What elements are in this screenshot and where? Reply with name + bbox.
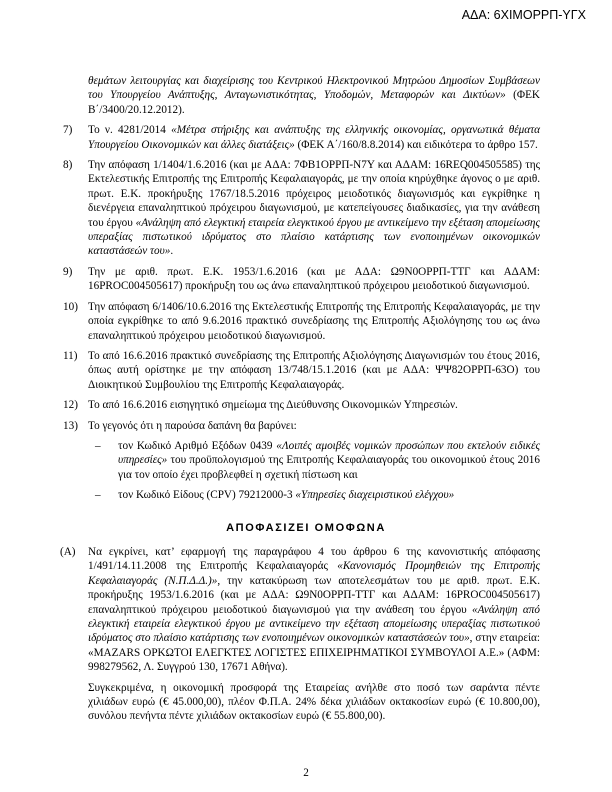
item-number: 10): [63, 300, 78, 313]
bullet-text: του προϋπολογισμού της Επιτροπής Κεφαλαιαγοράς του οικονομικού έτους 2016 για τον οποίο έχει προβλεφθεί η σχετική πίστωση και: [118, 454, 540, 481]
item-number: 7): [63, 124, 73, 137]
decision-text: Να εγκρίνει, κατ’ εφαρμογή της παραγράφου 4 του άρθρου 6 της κανονιστικής απόφασης 1/491/14.11.2008 της Επιτροπής Κεφαλαιαγοράς: [88, 545, 540, 573]
bullet-dash: –: [95, 439, 101, 452]
item-number: 12): [63, 399, 78, 412]
item-text: Την απόφαση 1/1404/1.6.2016 (και με ΑΔΑ: 7ΦΒ1ΟΡΡΠ-Ν7Υ και ΑΔΑΜ: 16REQ004505585) της Εκτελεστικής Επιτροπής της Επιτροπής Κεφαλαιαγοράς, με την οποία κηρύχθηκε άγονος ο με αριθ. πρωτ. Ε.Κ. προκήρυξης 1767/18.5.2016 πρόχειρος μειοδοτικός διαγωνισμός και εγκρίθηκε η διενέργεια επαναληπτικού πρόχειρου διαγωνισμού, με κατεπείγουσες διαδικασίες, για την ανάθεση του έργου: [88, 159, 540, 229]
decision-quote: «Ανάληψη από ελεγκτική εταιρεία ελεγκτικού έργου με αντικείμενο την εξέταση απομείωσης υπεραξίας πιστωτικού ιδρύματος στο πλαίσιο κατάρτισης των ενοποιημένων οικονομικών καταστάσεών του»: [88, 603, 540, 645]
item-text: Το γεγονός ότι η παρούσα δαπάνη θα βαρύνει:: [88, 419, 297, 432]
continued-paragraph: [88, 74, 540, 117]
item-quote: «Ανάληψη από ελεγκτική εταιρεία ελεγκτικού έργου με αντικείμενο την εξέταση απομείωσης υπεραξίας πιστωτικού ιδρύματος στο πλαίσιο κατάρτισης των ενοποιημένων οικονομικών καταστάσεών του»: [88, 216, 540, 258]
decision-heading: ΑΠΟΦΑΣΙΖΕΙ ΟΜΟΦΩΝΑ: [226, 521, 386, 534]
consideration-10: [63, 300, 540, 343]
consideration-11: [63, 349, 540, 392]
item-number: 11): [63, 349, 78, 362]
continued-quote: θεμάτων λειτουργίας και διαχείρισης του Κεντρικού Ηλεκτρονικού Μητρώου Δημοσίων Συμβάσεων του Υπουργείου Ανάπτυξης, Ανταγωνιστικότητας, Υποδομών, Μεταφορών και Δικτύων»: [88, 75, 540, 102]
decision-label: (Α): [60, 545, 76, 558]
amount-paragraph: Συγκεκριμένα, η οικονομική προσφορά της Εταιρείας ανήλθε στο ποσό των σαράντα πέντε χιλιάδων ευρώ (€ 45.000,00), πλέον Φ.Π.Α. 24% δέκα χιλιάδων οκτακοσίων ευρώ (€ 10.800,00), συνόλου πενήντα πέντε χιλιάδων οκτακοσίων ευρώ (€ 55.800,00).: [88, 681, 540, 723]
ada-stamp: ΑΔΑ: 6ΧΙΜΟΡΡΠ-ΥΓΧ: [461, 8, 586, 22]
bullet-text: τον Κωδικό Είδους (CPV) 79212000-3: [118, 489, 296, 502]
item-text: Το ν. 4281/2014: [88, 124, 172, 137]
consideration-7: [63, 123, 540, 152]
bullet-item: [95, 439, 540, 482]
bullet-dash: –: [95, 489, 101, 502]
item-number: 13): [63, 419, 78, 432]
decision-text: , την κατακύρωση των αποτελεσμάτων του με αριθ. πρωτ. Ε.Κ. προκήρυξης 1953/1.6.2016 (και με ΑΔΑ: Ω9Ν0ΟΡΡΠ-ΤΤΓ και ΑΔΑΜ: 16PROC004505617) επαναληπτικού πρόχειρου μειοδοτικού διαγωνισμού για την ανάθεση του έργου: [88, 574, 540, 616]
item-number: 8): [63, 159, 73, 172]
page-number: 2: [303, 767, 309, 779]
item-text: (ΦΕΚ Α΄/160/8.8.2014) και ειδικότερα το άρθρο 157.: [294, 138, 538, 151]
consideration-12: [63, 398, 540, 412]
item-text: Την με αριθ. πρωτ. Ε.Κ. 1953/1.6.2016 (και με ΑΔΑ: Ω9Ν0ΟΡΡΠ-ΤΤΓ και ΑΔΑΜ: 16PROC004505617) προκήρυξη του ως άνω επαναληπτικού πρόχειρου μειοδοτικού διαγωνισμού.: [88, 265, 540, 293]
consideration-9: [63, 265, 540, 294]
bullet-item: [95, 488, 540, 502]
item-text: Το από 16.6.2016 εισηγητικό σημείωμα της Διεύθυνσης Οικονομικών Υπηρεσιών.: [88, 399, 458, 412]
bullet-quote: «Λοιπές αμοιβές νομικών προσώπων που εκτελούν ειδικές υπηρεσίες»: [118, 439, 540, 467]
continued-text: (ΦΕΚ Β΄/3400/20.12.2012).: [88, 89, 540, 116]
decision-paragraph: [60, 545, 540, 675]
item-text: .: [170, 245, 174, 258]
bullet-text: τον Κωδικό Αριθμό Εξόδων 0439: [118, 439, 277, 452]
item-text: Το από 16.6.2016 πρακτικό συνεδρίασης της Επιτροπής Αξιολόγησης Διαγωνισμών του έτους 2016, όπως αυτή ορίστηκε με την απόφαση 13/748/15.1.2016 (και με ΑΔΑ: ΨΨ82ΟΡΡΠ-63Ο) του Διοικητικού Συμβουλίου της Επιτροπής Κεφαλαιαγοράς.: [88, 349, 540, 391]
decision-text: , στην εταιρεία: «MAZARS ΟΡΚΩΤΟΙ ΕΛΕΓΚΤΕΣ ΛΟΓΙΣΤΕΣ ΕΠΙΧΕΙΡΗΜΑΤΙΚΟΙ ΣΥΜΒΟΥΛΟΙ Α.Ε.» (ΑΦΜ: 998279562, Λ. Συγγρού 130, 17671 Αθήνα).: [88, 632, 540, 674]
bullet-quote: «Υπηρεσίες διαχειριστικού ελέγχου»: [295, 489, 455, 502]
consideration-13: [63, 419, 540, 433]
consideration-8: [63, 158, 540, 259]
item-number: 9): [63, 265, 73, 278]
item-text: Την απόφαση 6/1406/10.6.2016 της Εκτελεστικής Επιτροπής της Επιτροπής Κεφαλαιαγοράς, με την οποία εγκρίθηκε το από 9.6.2016 πρακτικό συνεδρίασης της Επιτροπής Αξιολόγησης του ως άνω επαναληπτικού πρόχειρου μειοδοτικού διαγωνισμού.: [88, 300, 540, 342]
item-quote: «Μέτρα στήριξης και ανάπτυξης της ελληνικής οικονομίας, οργανωτικά θέματα Υπουργείου Οικονομικών και άλλες διατάξεις»: [88, 124, 540, 151]
decision-quote: «Κανονισμός Προμηθειών της Επιτροπής Κεφαλαιαγοράς (Ν.Π.Δ.Δ.)»: [88, 560, 540, 587]
document-body: [0, 74, 612, 730]
